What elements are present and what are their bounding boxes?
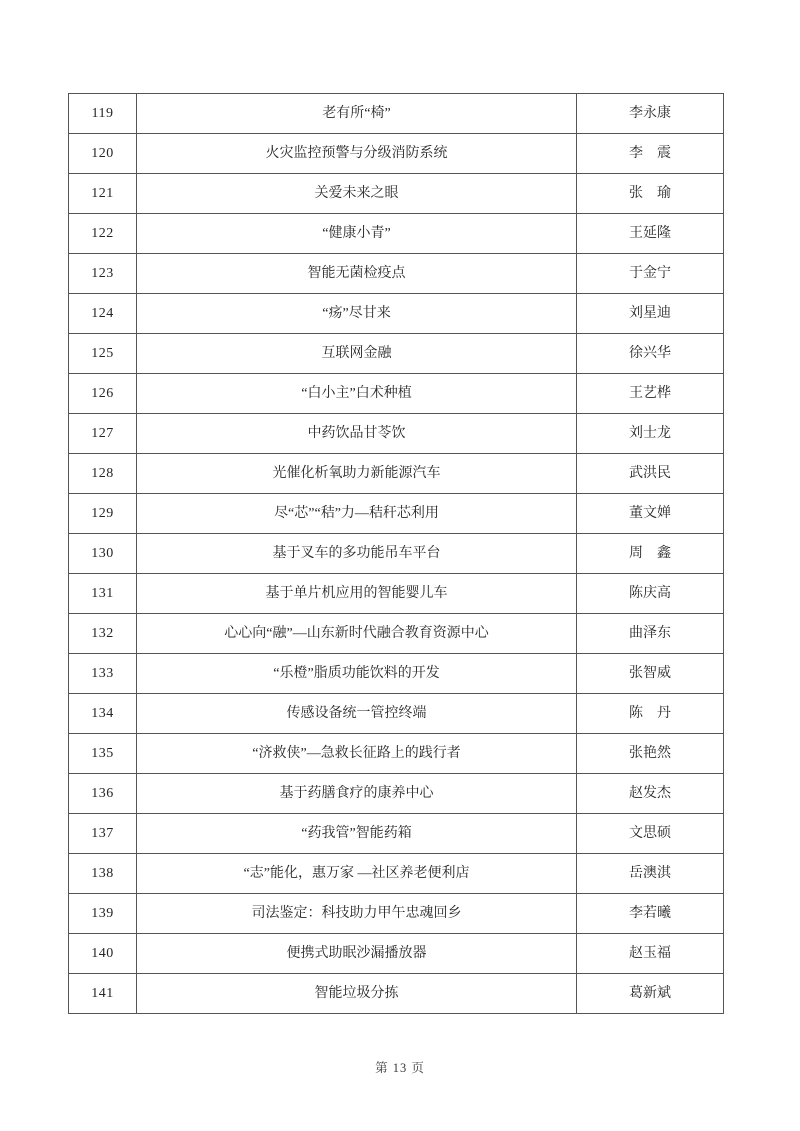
table-row <box>69 734 724 774</box>
page-number: 第 13 页 <box>375 1061 425 1075</box>
person-name-cell: 李若曦 <box>577 894 724 934</box>
row-number-cell: 140 <box>69 934 137 974</box>
table-row <box>69 614 724 654</box>
project-title-cell: “白小主”白术种植 <box>137 374 577 414</box>
person-name-cell: 张艳然 <box>577 734 724 774</box>
table-row <box>69 134 724 174</box>
project-list-table <box>68 93 724 1014</box>
row-number-cell: 120 <box>69 134 137 174</box>
person-name-cell: 徐兴华 <box>577 334 724 374</box>
person-name-cell: 刘星迪 <box>577 294 724 334</box>
table-row <box>69 374 724 414</box>
row-number-cell: 126 <box>69 374 137 414</box>
row-number-cell: 122 <box>69 214 137 254</box>
row-number-cell: 131 <box>69 574 137 614</box>
table-row <box>69 694 724 734</box>
table-row <box>69 814 724 854</box>
project-title-cell: “健康小青” <box>137 214 577 254</box>
row-number-cell: 137 <box>69 814 137 854</box>
project-title-cell: “济救侠”—急救长征路上的践行者 <box>137 734 577 774</box>
project-title-cell: 关爱未来之眼 <box>137 174 577 214</box>
table-row <box>69 494 724 534</box>
row-number-cell: 138 <box>69 854 137 894</box>
person-name-cell: 李 震 <box>577 134 724 174</box>
row-number-cell: 132 <box>69 614 137 654</box>
row-number-cell: 133 <box>69 654 137 694</box>
project-title-cell: “药我管”智能药箱 <box>137 814 577 854</box>
table-row <box>69 94 724 134</box>
row-number-cell: 130 <box>69 534 137 574</box>
project-title-cell: 便携式助眠沙漏播放器 <box>137 934 577 974</box>
person-name-cell: 于金宁 <box>577 254 724 294</box>
person-name-cell: 张 瑜 <box>577 174 724 214</box>
project-title-cell: 智能无菌检疫点 <box>137 254 577 294</box>
row-number-cell: 134 <box>69 694 137 734</box>
row-number-cell: 125 <box>69 334 137 374</box>
project-title-cell: 光催化析氧助力新能源汽车 <box>137 454 577 494</box>
row-number-cell: 128 <box>69 454 137 494</box>
table-row <box>69 174 724 214</box>
table-row <box>69 854 724 894</box>
person-name-cell: 张智威 <box>577 654 724 694</box>
table-row <box>69 254 724 294</box>
project-title-cell: 传感设备统一管控终端 <box>137 694 577 734</box>
project-title-cell: 中药饮品甘苓饮 <box>137 414 577 454</box>
project-title-cell: “乐橙”脂质功能饮料的开发 <box>137 654 577 694</box>
person-name-cell: 陈庆高 <box>577 574 724 614</box>
row-number-cell: 124 <box>69 294 137 334</box>
row-number-cell: 136 <box>69 774 137 814</box>
row-number-cell: 123 <box>69 254 137 294</box>
project-title-cell: 互联网金融 <box>137 334 577 374</box>
table-row <box>69 414 724 454</box>
project-title-cell: “疡”尽甘来 <box>137 294 577 334</box>
table-row <box>69 774 724 814</box>
person-name-cell: 刘士龙 <box>577 414 724 454</box>
person-name-cell: 李永康 <box>577 94 724 134</box>
table-row <box>69 974 724 1014</box>
table-row <box>69 294 724 334</box>
person-name-cell: 董文婵 <box>577 494 724 534</box>
person-name-cell: 文思硕 <box>577 814 724 854</box>
person-name-cell: 曲泽东 <box>577 614 724 654</box>
table-row <box>69 894 724 934</box>
row-number-cell: 119 <box>69 94 137 134</box>
table-row <box>69 534 724 574</box>
person-name-cell: 武洪民 <box>577 454 724 494</box>
person-name-cell: 岳澳淇 <box>577 854 724 894</box>
project-title-cell: 老有所“椅” <box>137 94 577 134</box>
row-number-cell: 139 <box>69 894 137 934</box>
person-name-cell: 陈 丹 <box>577 694 724 734</box>
table-row <box>69 214 724 254</box>
person-name-cell: 赵玉福 <box>577 934 724 974</box>
table-row <box>69 654 724 694</box>
project-title-cell: 司法鉴定：科技助力甲午忠魂回乡 <box>137 894 577 934</box>
table-row <box>69 454 724 494</box>
person-name-cell: 赵发杰 <box>577 774 724 814</box>
project-title-cell: 基于药膳食疗的康养中心 <box>137 774 577 814</box>
person-name-cell: 周 鑫 <box>577 534 724 574</box>
table-row <box>69 334 724 374</box>
row-number-cell: 141 <box>69 974 137 1014</box>
person-name-cell: 葛新斌 <box>577 974 724 1014</box>
row-number-cell: 135 <box>69 734 137 774</box>
project-title-cell: 基于单片机应用的智能婴儿车 <box>137 574 577 614</box>
table-row <box>69 934 724 974</box>
project-title-cell: 心心向“融”—山东新时代融合教育资源中心 <box>137 614 577 654</box>
person-name-cell: 王延隆 <box>577 214 724 254</box>
row-number-cell: 129 <box>69 494 137 534</box>
row-number-cell: 127 <box>69 414 137 454</box>
project-title-cell: 尽“芯”“秸”力—秸秆芯利用 <box>137 494 577 534</box>
project-title-cell: 智能垃圾分拣 <box>137 974 577 1014</box>
person-name-cell: 王艺桦 <box>577 374 724 414</box>
table-row <box>69 574 724 614</box>
row-number-cell: 121 <box>69 174 137 214</box>
project-title-cell: 基于叉车的多功能吊车平台 <box>137 534 577 574</box>
project-title-cell: “志”能化，惠万家 —社区养老便利店 <box>137 854 577 894</box>
project-title-cell: 火灾监控预警与分级消防系统 <box>137 134 577 174</box>
